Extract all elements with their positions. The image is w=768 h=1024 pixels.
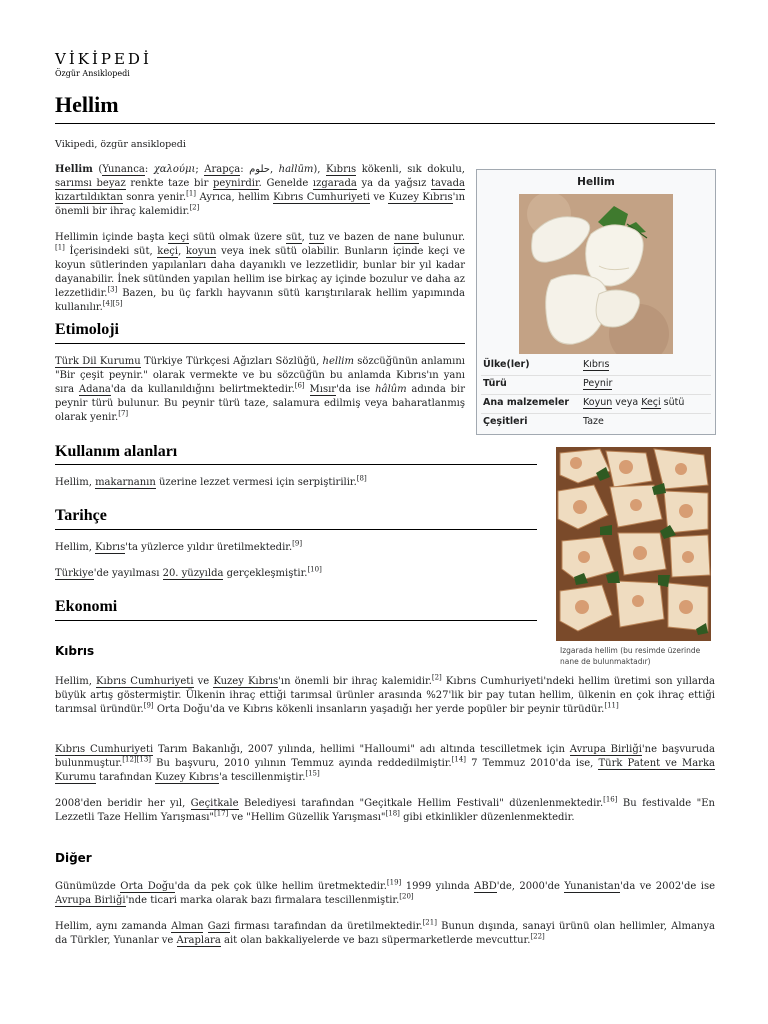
wiki-link[interactable]: Kıbrıs Cumhuriyeti (96, 676, 194, 687)
wiki-link[interactable]: Kıbrıs (583, 359, 610, 370)
kullanim-paragraph: Hellim, makarnanın üzerine lezzet vermesi için serpiştirilir.[8] (55, 474, 367, 488)
page-subtitle: Vikipedi, özgür ansiklopedi (55, 139, 186, 150)
logo-wordmark: VİKİPEDİ (55, 50, 152, 68)
grilled-halloumi-image[interactable] (556, 447, 711, 641)
wiki-link[interactable]: Alman (171, 921, 204, 932)
wiki-link[interactable]: Gazi (207, 921, 231, 932)
infobox-key-varieties: Çeşitleri (483, 416, 528, 427)
wiki-link[interactable]: Orta Doğu (120, 881, 175, 892)
citation-link[interactable]: [1] (186, 189, 197, 198)
italic-term: hellim (322, 356, 354, 367)
infobox-divider (481, 413, 711, 414)
citation-link[interactable]: [21] (422, 918, 437, 927)
wiki-link[interactable]: süt (286, 232, 302, 243)
citation-link[interactable]: [2] (189, 203, 200, 212)
citation-link[interactable]: [6] (294, 381, 305, 390)
page-title: Hellim (55, 92, 119, 117)
citation-link[interactable]: [18] (385, 809, 400, 818)
citation-link[interactable]: [16] (603, 795, 618, 804)
wiki-link[interactable]: ABD (474, 881, 497, 892)
heading-kullanim: Kullanım alanları (55, 443, 178, 460)
wiki-link[interactable]: Geçitkale (190, 798, 239, 809)
kibris-paragraph-2: Kıbrıs Cumhuriyeti Tarım Bakanlığı, 2007 yılında, hellimi "Halloumi" adı altında tescilletmek için Avrupa Birliği'ne başvuruda bulunmuştur.[12][13] Bu başvuru, 2010 yılının Temmuz ayında reddedilmiştir.[14] 7 Temmuz 2010'da ise, Türk Patent ve Marka Kurumu tarafından Kuzey Kıbrıs'a tescillenmiştir.[15] (55, 744, 715, 783)
wiki-link[interactable]: Kıbrıs Cumhuriyeti (55, 744, 154, 755)
citation-link[interactable]: [12][13] (122, 755, 152, 764)
citation-link[interactable]: [4][5] (102, 299, 123, 308)
citation-link[interactable]: [11] (604, 701, 619, 710)
heading-diger: Diğer (55, 851, 92, 865)
wiki-link[interactable]: 20. yüzyılda (162, 568, 224, 579)
wiki-link[interactable]: Koyun (583, 397, 613, 408)
wiki-link[interactable]: Mısır (309, 384, 337, 395)
infobox-key-ingredients: Ana malzemeler (483, 397, 570, 408)
wiki-link[interactable]: Avrupa Birliği (55, 895, 126, 906)
wiki-link[interactable]: Adana (78, 384, 111, 395)
italic-term: hallūm (278, 164, 314, 175)
wiki-link[interactable]: Kıbrıs Cumhuriyeti (273, 192, 370, 203)
wiki-link[interactable]: Yunanca (102, 164, 145, 175)
citation-link[interactable]: [9] (143, 701, 154, 710)
infobox-title: Hellim (577, 176, 615, 188)
wiki-link[interactable]: Türkiye (55, 568, 94, 579)
wiki-link[interactable]: Avrupa Birliği (569, 744, 642, 755)
citation-link[interactable]: [1] (55, 243, 65, 252)
infobox-value-type (583, 378, 612, 389)
infobox (476, 169, 716, 435)
logo-tagline: Özgür Ansiklopedi (55, 69, 130, 78)
wiki-link[interactable]: makarnanın (95, 477, 156, 488)
wiki-link[interactable]: Kuzey Kıbrıs (155, 772, 219, 783)
infobox-key-countries: Ülke(ler) (483, 359, 530, 370)
section-divider (55, 464, 537, 465)
infobox-key-type: Türü (483, 378, 507, 389)
image-caption: Izgarada hellim (bu resimde üzerinde nane de bulunmaktadır) (560, 646, 701, 666)
wiki-link[interactable]: peynirdir (213, 178, 259, 189)
citation-link[interactable]: [3] (107, 285, 118, 294)
diger-paragraph-1: Günümüzde Orta Doğu'da da pek çok ülke hellim üretmektedir.[19] 1999 yılında ABD'de, 2000'de Yunanistan'da ve 2002'de ise Avrupa Birliği'nde ticari marka olarak bazı firmalara tescillenmiştir.[20] (55, 878, 715, 906)
infobox-value-varieties: Taze (583, 416, 604, 427)
wiki-link[interactable]: keçi (168, 232, 190, 243)
wiki-link[interactable]: Kıbrıs (326, 164, 357, 175)
bold-term: Hellim (55, 164, 93, 175)
wiki-link[interactable]: sarımsı beyaz (55, 178, 126, 189)
wiki-link[interactable]: Araplara (176, 935, 221, 946)
citation-link[interactable]: [7] (118, 409, 129, 418)
citation-link[interactable]: [8] (356, 474, 367, 483)
wiki-link[interactable]: keçi (157, 246, 179, 257)
wiki-link[interactable]: tuz (308, 232, 325, 243)
wiki-link[interactable]: Keçi (641, 397, 661, 408)
section-divider (55, 343, 465, 344)
infobox-row-varieties (483, 416, 709, 434)
heading-ekonomi: Ekonomi (55, 598, 118, 615)
wiki-link[interactable]: Kıbrıs (95, 542, 126, 553)
wiki-link[interactable]: koyun (185, 246, 217, 257)
tarihce-paragraph-2: Türkiye'de yayılması 20. yüzyılda gerçekleşmiştir.[10] (55, 565, 322, 579)
kibris-paragraph-3: 2008'den beridir her yıl, Geçitkale Belediyesi tarafından "Geçitkale Hellim Festivali" düzenlenmektedir.[16] Bu festivalde "En Lezzetli Taze Hellim Yarışması"[17] ve "Hellim Güzellik Yarışması"[18] gibi etkinlikler düzenlenmektedir. (55, 795, 715, 823)
infobox-divider (481, 375, 711, 376)
wiki-link[interactable]: nane (394, 232, 419, 243)
citation-link[interactable]: [20] (399, 892, 414, 901)
italic-term: hâlûm (375, 384, 407, 395)
infobox-divider (481, 394, 711, 395)
wiki-link[interactable]: ızgarada (312, 178, 357, 189)
wiki-link[interactable]: Kuzey Kıbrıs (213, 676, 279, 687)
citation-link[interactable]: [14] (451, 755, 467, 764)
infobox-value-ingredients: Koyun veya Keçi sütü (583, 397, 685, 408)
wiki-link[interactable]: Türk Patent ve Marka Kurumu (55, 758, 715, 783)
wiki-link[interactable]: Türk Dil Kurumu (55, 356, 141, 367)
wiki-link[interactable]: Arapça (204, 164, 241, 175)
heading-etimoloji: Etimoloji (55, 321, 119, 338)
citation-link[interactable]: [19] (386, 878, 402, 887)
citation-link[interactable]: [9] (292, 539, 303, 548)
section-divider (55, 620, 537, 621)
wiki-link[interactable]: Kuzey Kıbrıs (388, 192, 453, 203)
etimoloji-paragraph: Türk Dil Kurumu Türkiye Türkçesi Ağızları Sözlüğü, hellim sözcüğünün anlamını "Bir çeşit peynir." olarak vermekte ve bu sözcüğün bu anlamda Kıbrıs'ın yanı sıra Adana'da da kullanıldığını belirtmektedir.[6] Mısır'da ise hâlûm adında bir peynir türü bulunur. Bu peynir türü taze, salamura edilmiş veya baharatlanmış olarak yenir.[7] (55, 356, 466, 423)
infobox-value-countries (583, 359, 609, 370)
wiki-link[interactable]: tavada kızartıldıktan (55, 178, 465, 203)
heading-kibris: Kıbrıs (55, 644, 95, 658)
citation-link[interactable]: [22] (530, 932, 545, 941)
citation-link[interactable]: [10] (307, 565, 322, 574)
halloumi-slices-image[interactable] (519, 194, 673, 354)
tarihce-paragraph-1: Hellim, Kıbrıs'ta yüzlerce yıldır üretilmektedir.[9] (55, 539, 303, 553)
diger-paragraph-2: Hellim, aynı zamanda Alman Gazi firması tarafından da üretilmektedir.[21] Bunun dışında, sanayi ürünü olan hellimler, Almanya da Türkler, Yunanlar ve Araplara ait olan bakkaliyelerde ve bazı süpermarketlerde mevcuttur.[22] (55, 918, 715, 946)
wiki-link[interactable]: Yunanistan (564, 881, 621, 892)
citation-link[interactable]: [15] (305, 769, 320, 778)
intro-paragraph-1: Hellim (Yunanca: χαλούμι; Arapça: حلوم, hallūm), Kıbrıs kökenli, sık dokulu, sarımsı beyaz renkte taze bir peynirdir. Genelde ızgarada ya da yağsız tavada kızartıldıktan sonra yenir.[1] Ayrıca, hellim Kıbrıs Cumhuriyeti ve Kuzey Kıbrıs'ın önemli bir ihraç kalemidir.[2] (55, 164, 466, 217)
intro-paragraph-2: Hellimin içinde başta keçi sütü olmak üzere süt, tuz ve bazen de nane bulunur.[1] İçerisindeki süt, keçi, koyun veya inek sütü olabilir. Bunların içinde keçi ve koyun sütlerinden yapılanları daha dayanıklı ve lezzetlidir, bunlar bir yıl kadar dayanabilir. İnek sütünden yapılan hellim ise birkaç ay içinde bozulur ve daha az lezzetlidir.[3] Bazen, bu üç farklı hayvanın sütü karıştırılarak hellim yapımında kullanılır.[4][5] (55, 232, 466, 313)
italic-term: χαλούμι (153, 164, 196, 175)
citation-link[interactable]: [17] (214, 809, 229, 818)
kibris-paragraph-1: Hellim, Kıbrıs Cumhuriyeti ve Kuzey Kıbrıs'ın önemli bir ihraç kalemidir.[2] Kıbrıs Cumhuriyeti'ndeki hellim üretimi son yıllarda büyük artış göstermiştir. Ülkenin ihraç ettiği tarımsal ürünler arasında %27'lik bir pay tutan hellim, ülkenin en çok ihraç ettiği tarımsal üründür.[9] Orta Doğu'da ve Kıbrıs kökenli insanların yaşadığı her yerde popüler bir peynir türüdür.[11] (55, 673, 716, 715)
section-divider (55, 529, 537, 530)
wiki-link[interactable]: Peynir (583, 378, 613, 389)
heading-tarihce: Tarihçe (55, 507, 107, 524)
wikipedia-logo[interactable] (55, 50, 152, 78)
title-divider (55, 123, 715, 124)
citation-link[interactable]: [2] (431, 673, 442, 682)
